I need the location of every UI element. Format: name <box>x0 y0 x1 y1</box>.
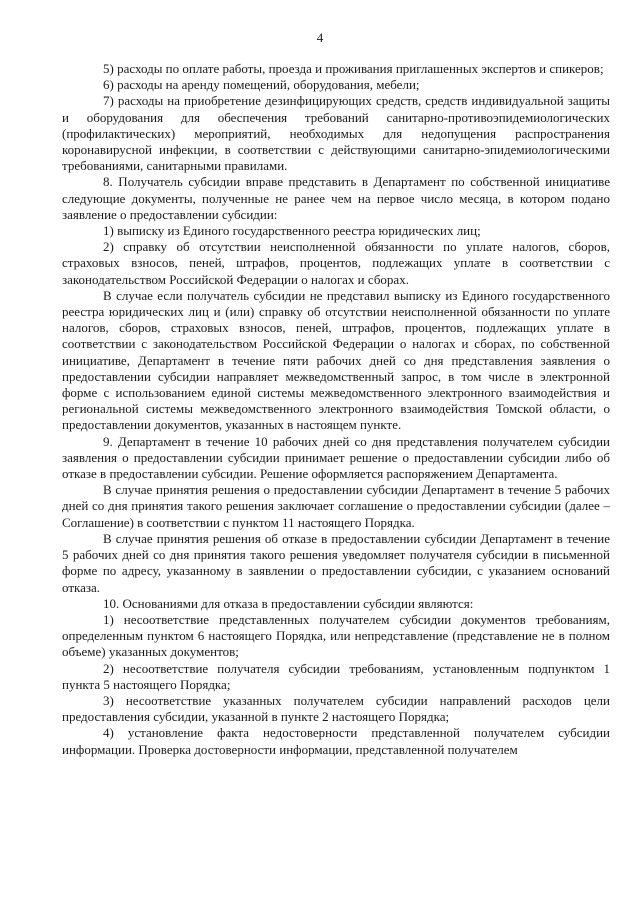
expense-item-5: 5) расходы по оплате работы, проезда и проживания приглашенных экспертов и спикеров; <box>103 61 604 76</box>
expense-item-6: 6) расходы на аренду помещений, оборудования, мебели; <box>103 77 420 93</box>
clause-8-interagency-request: В случае если получатель субсидии не представил выписку из Единого государственного реестра юридических лиц и (или) справку об отсутствии неисполненной обязанности по уплате налогов, сборов, страховых взносов, пеней, штрафов, процентов, подлежащих уплате в соответствии с законодательством Российской Федерации о налогах и сборах, по собственной инициативе, Департамент в течение пяти рабочих дней со дня представления заявления о предоставлении субсидии направляет межведомственный запрос, в том числе в электронной форме с использованием единой системы межведомственного электронного взаимодействия и региональной системы межведомственного электронного взаимодействия Томской области, о предоставлении документов, указанных в настоящем пункте. <box>62 287 610 433</box>
clause-8: 8. Получатель субсидии вправе представить в Департамент по собственной инициативе следующие документы, полученные не ранее чем на первое число месяца, в котором подано заявление о предоставлении субсидии: <box>62 174 610 222</box>
clause-10-item-4: 4) установление факта недостоверности представленной получателем субсидии информации. Проверка достоверности информации, представленной получателем <box>62 725 610 757</box>
clause-8-item-1: 1) выписку из Единого государственного реестра юридических лиц; <box>103 223 481 239</box>
document-body <box>62 61 610 758</box>
expense-item-7: 7) расходы на приобретение дезинфицирующих средств, средств индивидуальной защиты и оборудования для обеспечения требований санитарно-противоэпидемиологических (профилактических) мероприятий, необходимых для недопущения распространения коронавирусной инфекции, в соответствии с действующими санитарно-эпидемиологическими требованиями, санитарными правилами. <box>62 93 610 174</box>
page-number: 4 <box>316 30 324 45</box>
clause-9-refusal-decision: В случае принятия решения об отказе в предоставлении субсидии Департамент в течение 5 рабочих дней со дня принятия такого решения уведомляет получателя субсидии в письменной форме по адресу, указанному в заявлении о предоставлении субсидии, с указанием оснований отказа. <box>62 530 610 595</box>
clause-10-item-1: 1) несоответствие представленных получателем субсидии документов требованиям, определенным пунктом 6 настоящего Порядка, или непредставление (представление не в полном объеме) указанных документов; <box>62 611 610 660</box>
clause-8-item-2: 2) справку об отсутствии неисполненной обязанности по уплате налогов, сборов, страховых взносов, пеней, штрафов, процентов, подлежащих уплате в соответствии с законодательством Российской Федерации о налогах и сборах. <box>62 239 610 287</box>
clause-9: 9. Департамент в течение 10 рабочих дней со дня представления получателем субсидии заявления о предоставлении субсидии принимает решение о предоставлении субсидии либо об отказе в предоставлении субсидии. Решение оформляется распоряжением Департамента. <box>62 433 610 482</box>
clause-10: 10. Основаниями для отказа в предоставлении субсидии являются: <box>103 595 474 611</box>
clause-9-grant-decision: В случае принятия решения о предоставлении субсидии Департамент в течение 5 рабочих дней со дня принятия такого решения заключает соглашение о предоставлении субсидии (далее – Соглашение) в соответствии с пунктом 11 настоящего Порядка. <box>62 482 610 530</box>
clause-10-item-3: 3) несоответствие указанных получателем субсидии направлений расходов цели предоставления субсидии, указанной в пункте 2 настоящего Порядка; <box>62 692 610 725</box>
clause-10-item-2: 2) несоответствие получателя субсидии требованиям, установленным подпунктом 1 пункта 5 настоящего Порядка; <box>62 660 610 692</box>
